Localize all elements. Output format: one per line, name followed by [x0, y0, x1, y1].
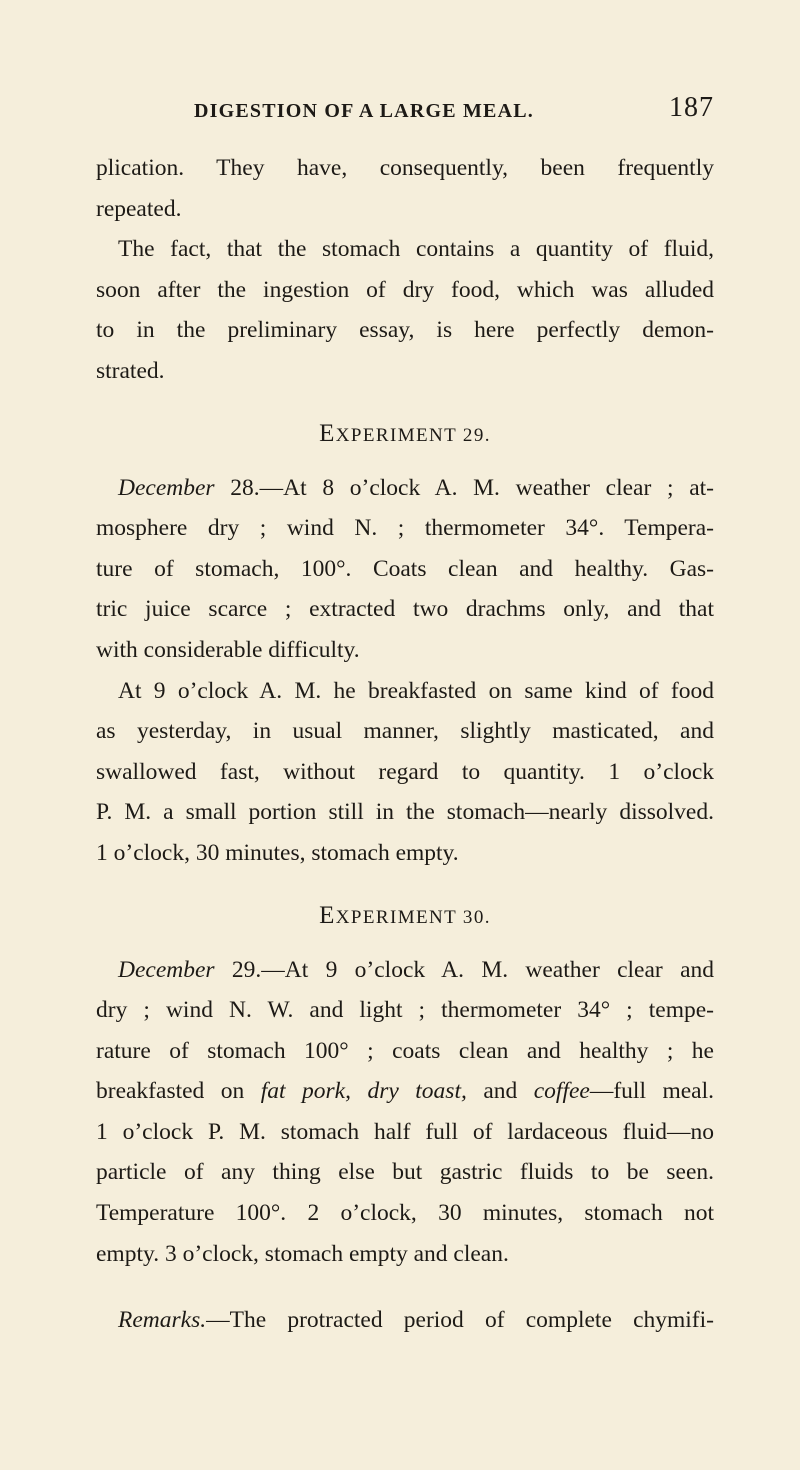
text-line: with considerable difficulty. [96, 636, 360, 663]
section-heading-experiment-29 [96, 414, 714, 454]
heading-rest: XPERIMENT 29. [335, 424, 491, 446]
text-line: At 9 o’clock A. M. he breakfasted on same kind of food [118, 677, 714, 704]
heading-rest: XPERIMENT 30. [335, 906, 491, 928]
date-italic: December [118, 956, 215, 983]
text-span: breakfasted on [96, 1078, 261, 1105]
text-line: dry ; wind N. W. and light ; thermometer 34° ; tempe- [96, 997, 714, 1024]
text-line: particle of any thing else but gastric fluids to be seen. [96, 1159, 714, 1186]
text-line: 1 o’clock P. M. stomach half full of lardaceous fluid—no [96, 1118, 714, 1145]
text-span: 28.—At 8 o’clock A. M. weather clear ; at- [214, 474, 714, 501]
text-line [96, 1300, 714, 1341]
body-text [96, 148, 714, 1341]
text-line: tric juice scarce ; extracted two drachms only, and that [96, 596, 714, 623]
food-italic: fat pork, [260, 1078, 351, 1105]
remarks-italic: Remarks. [118, 1307, 207, 1334]
running-title: DIGESTION OF A LARGE MEAL. [194, 100, 534, 122]
text-line: Temperature 100°. 2 o’clock, 30 minutes, stomach not [96, 1200, 714, 1227]
text-line [96, 468, 714, 509]
text-line: empty. 3 o’clock, stomach empty and clean. [96, 1240, 509, 1267]
text-span: —full meal. [589, 1078, 715, 1105]
text-line: swallowed fast, without regard to quantity. 1 o’clock [96, 758, 714, 785]
text-line: plication. They have, consequently, been frequently [96, 155, 714, 181]
text-line: repeated. [96, 195, 182, 222]
text-span: —The protracted period of complete chymifi- [206, 1307, 714, 1334]
heading-initial: E [319, 901, 336, 929]
text-line: rature of stomach 100° ; coats clean and healthy ; he [96, 1037, 714, 1064]
food-italic: coffee [533, 1078, 590, 1105]
text-line: mosphere dry ; wind N. ; thermometer 34°. Tempera- [96, 515, 714, 542]
text-line: as yesterday, in usual manner, slightly masticated, and [96, 718, 714, 745]
text-line: P. M. a small portion still in the stomach—nearly dissolved. [96, 799, 714, 826]
section-heading-experiment-30 [96, 896, 714, 936]
page-number: 187 [669, 92, 714, 123]
text-line: ture of stomach, 100°. Coats clean and healthy. Gas- [96, 555, 714, 582]
text-span: and [466, 1078, 534, 1105]
text-span: 29.—At 9 o’clock A. M. weather clear and [214, 956, 714, 983]
text-line: soon after the ingestion of dry food, which was alluded [96, 276, 714, 303]
text-line [96, 950, 714, 991]
date-italic: December [118, 474, 215, 501]
text-line: 1 o’clock, 30 minutes, stomach empty. [96, 839, 459, 866]
text-span [351, 1078, 367, 1104]
paragraph-gap [96, 1274, 714, 1300]
food-italic: dry toast, [367, 1078, 467, 1105]
text-line [96, 1071, 714, 1112]
heading-initial: E [319, 419, 336, 447]
text-line: to in the preliminary essay, is here perfectly demon- [96, 317, 714, 344]
text-line: strated. [96, 357, 165, 384]
running-head [194, 92, 714, 132]
text-line: The fact, that the stomach contains a quantity of fluid, [118, 236, 714, 263]
